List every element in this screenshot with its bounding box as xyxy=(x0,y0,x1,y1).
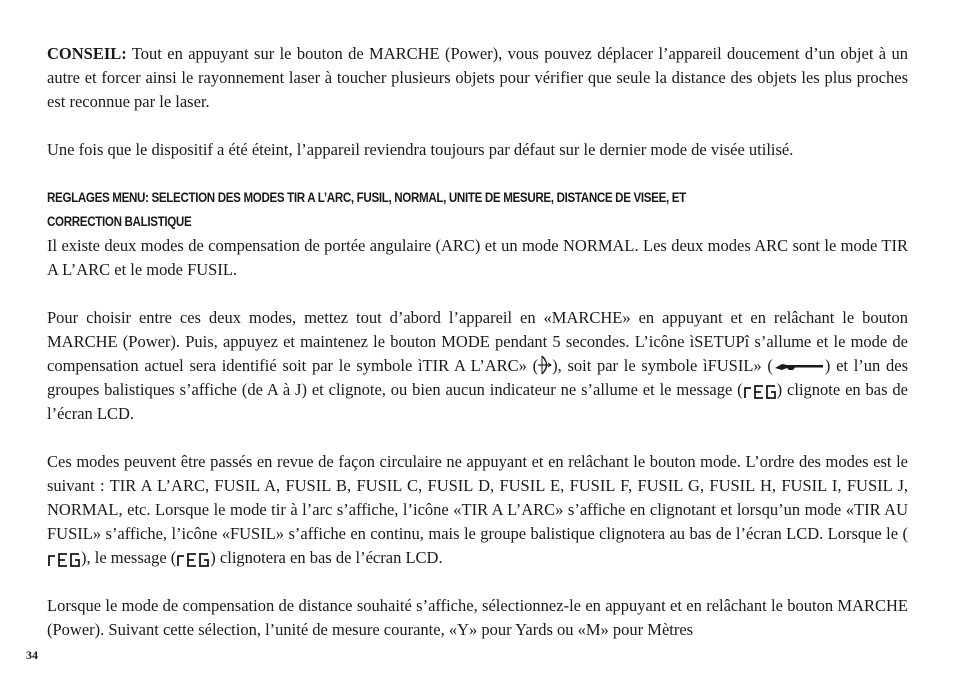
default-mode-paragraph: Une fois que le dispositif a été éteint, l’appareil reviendra toujours par défaut sur le dernier mode de visée utilisé. xyxy=(47,140,794,159)
choose-text-4: ) clignote en bas de l’écran LCD. xyxy=(47,380,908,423)
bow-icon xyxy=(538,355,552,375)
cycle-text-3: ) clignotera en bas de l’écran LCD. xyxy=(210,548,443,567)
choose-text-3: ) et l’un des groupes balistiques s’affiche (de A à J) et clignote, ou bien aucun indicateur ne s’allume et le message ( xyxy=(47,356,908,399)
tip-label: CONSEIL: xyxy=(47,44,127,63)
intro-paragraph: Il existe deux modes de compensation de portée angulaire (ARC) et un mode NORMAL. Les deux modes ARC sont le mode TIR A L’ARC et le mode FUSIL. xyxy=(47,236,908,279)
reg-lcd-icon xyxy=(47,551,81,567)
page-content xyxy=(47,42,908,642)
tip-text: Tout en appuyant sur le bouton de MARCHE (Power), vous pouvez déplacer l’appareil doucement d’un objet à un autre et forcer ainsi le rayonnement laser à toucher plusieurs objets pour vérifier que seule la distance des objets les plus proches est reconnue par le laser. xyxy=(47,44,908,111)
choose-text-2: ), soit par le symbole ìFUSIL» ( xyxy=(552,356,773,375)
rifle-icon xyxy=(773,361,825,375)
cycle-text-1: Ces modes peuvent être passés en revue de façon circulaire ne appuyant et en relâchant le bouton mode. L’ordre des modes est le suivant : TIR A L’ARC, FUSIL A, FUSIL B, FUSIL C, FUSIL D, FUSIL E, FUSIL F, FUSIL G, FUSIL H, FUSIL I, FUSIL J, NORMAL, etc. Lorsque le mode tir à l’arc s’affiche, l’icône «TIR A L’ARC» s’affiche en clignotant et lorsqu’un mode «TIR AU FUSIL» s’affiche, l’icône «FUSIL» s’affiche en continu, mais le groupe balistique clignotera au bas de l’écran LCD. Lorsque le ( xyxy=(47,452,908,543)
section-heading-line-2: CORRECTION BALISTIQUE xyxy=(47,214,192,229)
reg-lcd-icon xyxy=(176,551,210,567)
section-heading-line-1: REGLAGES MENU: SELECTION DES MODES TIR A L’ARC, FUSIL, NORMAL, UNITE DE MESURE, DISTANCE DE VISEE, ET xyxy=(47,190,686,205)
cycle-text-2: ), le message ( xyxy=(81,548,177,567)
cycle-modes-paragraph xyxy=(47,450,908,570)
reg-lcd-icon xyxy=(743,383,777,399)
tip-paragraph xyxy=(47,42,908,114)
select-mode-paragraph: Lorsque le mode de compensation de distance souhaité s’affiche, sélectionnez-le en appuyant et en relâchant le bouton MARCHE (Power). Suivant cette sélection, l’unité de mesure courante, «Y» pour Yards ou «M» pour Mètres xyxy=(47,596,908,639)
choose-text-1: Pour choisir entre ces deux modes, mettez tout d’abord l’appareil en «MARCHE» en appuyant et en relâchant le bouton MARCHE (Power). Puis, appuyez et maintenez le bouton MODE pendant 5 secondes. L’icône ìSETUPî s’allume et le mode de compensation actuel sera identifié soit par le symbole ìTIR A L’ARC» ( xyxy=(47,308,908,375)
page-number: 34 xyxy=(26,648,38,662)
choose-mode-paragraph xyxy=(47,306,908,426)
